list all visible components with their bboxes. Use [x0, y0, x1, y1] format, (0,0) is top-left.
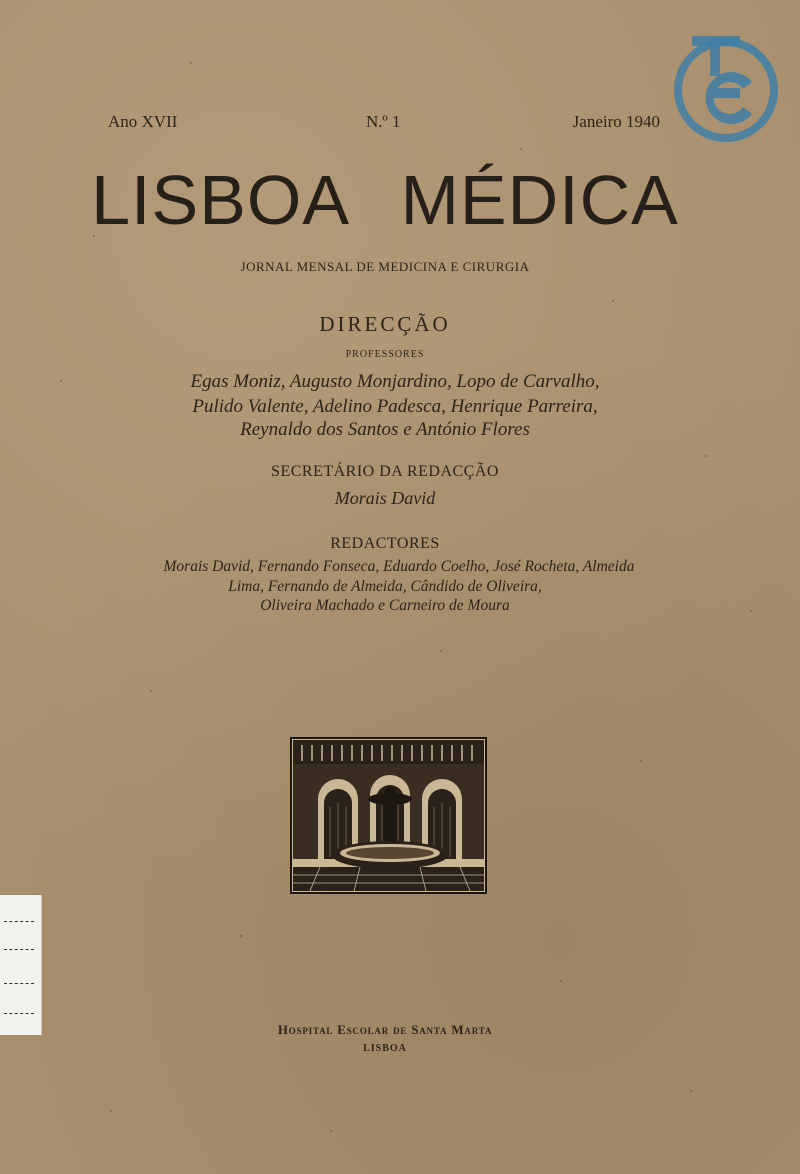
- editors-line: Oliveira Machado e Carneiro de Moura: [260, 597, 510, 614]
- professors-line: Pulido Valente, Adelino Padesca, Henrique Parreira,: [192, 396, 598, 417]
- direction-heading: DIRECÇÃO: [319, 312, 451, 336]
- library-stamp-icon: [670, 28, 782, 154]
- secretary-heading: SECRETÁRIO DA REDACÇÃO: [271, 463, 499, 480]
- professors-line: Egas Moniz, Augusto Monjardino, Lopo de Carvalho,: [190, 371, 600, 392]
- editors-heading: REDACTORES: [330, 535, 440, 552]
- issue-number: N.º 1: [366, 112, 401, 131]
- issue-date: Janeiro 1940: [572, 112, 660, 131]
- professors-subheading: PROFESSORES: [345, 349, 425, 360]
- institution-city: LISBOA: [363, 1043, 407, 1054]
- institution-name: Hospital Escolar de Santa Marta: [277, 1022, 493, 1037]
- editors-line: Lima, Fernando de Almeida, Cândido de Oliveira,: [228, 578, 542, 595]
- library-barcode-label: [0, 895, 42, 1035]
- editors-line: Morais David, Fernando Fonseca, Eduardo Coelho, José Rocheta, Almeida: [163, 558, 635, 575]
- journal-subtitle: JORNAL MENSAL DE MEDICINA E CIRURGIA: [240, 259, 530, 274]
- secretary-name: Morais David: [334, 488, 436, 508]
- journal-title: LISBOA MÉDICA: [91, 161, 679, 239]
- issue-info-row: [108, 112, 660, 136]
- cloister-woodcut: [290, 737, 487, 894]
- year-label: Ano XVII: [108, 112, 178, 131]
- professors-line: Reynaldo dos Santos e António Flores: [240, 419, 530, 440]
